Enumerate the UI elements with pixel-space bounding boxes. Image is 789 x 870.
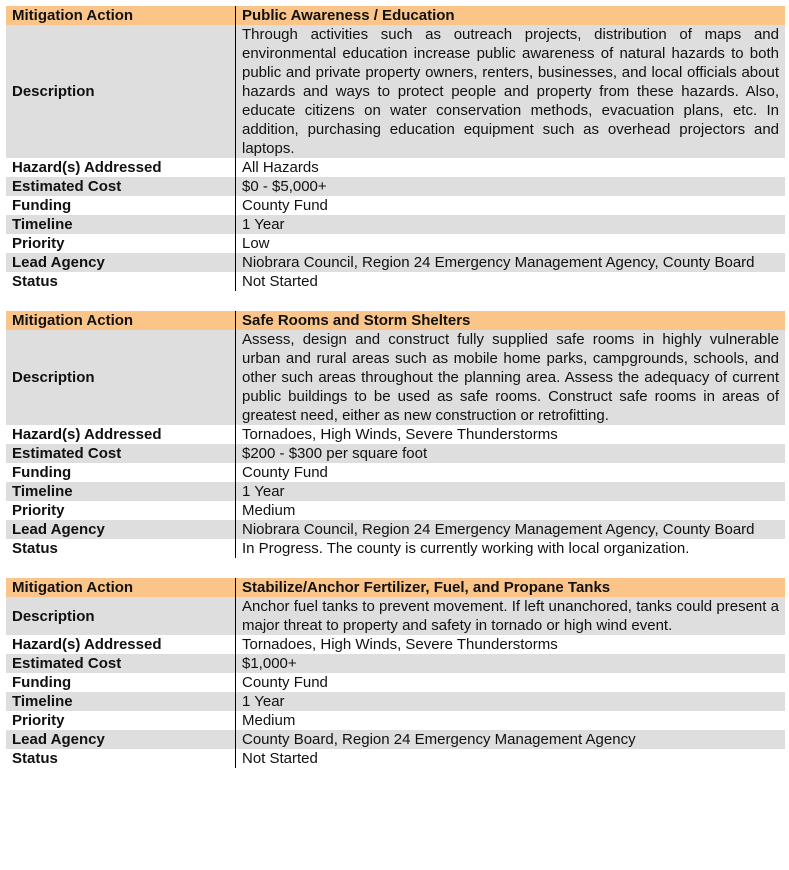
funding-row bbox=[6, 673, 785, 692]
action-header-row bbox=[6, 311, 785, 330]
status-row bbox=[6, 272, 785, 291]
header-label: Mitigation Action bbox=[6, 6, 236, 25]
priority-row bbox=[6, 501, 785, 520]
status-row bbox=[6, 749, 785, 768]
row-label: Estimated Cost bbox=[6, 177, 236, 196]
mitigation-action-table bbox=[6, 578, 785, 768]
row-value: County Fund bbox=[236, 673, 786, 692]
description-row bbox=[6, 597, 785, 635]
row-label: Status bbox=[6, 272, 236, 291]
funding-row bbox=[6, 463, 785, 482]
row-value: County Board, Region 24 Emergency Management Agency bbox=[236, 730, 786, 749]
row-value: Anchor fuel tanks to prevent movement. If left unanchored, tanks could present a major threat to property and safety in tornado or high wind event. bbox=[236, 597, 786, 635]
row-value: 1 Year bbox=[236, 215, 786, 234]
description-row bbox=[6, 25, 785, 158]
row-label: Funding bbox=[6, 673, 236, 692]
header-label: Mitigation Action bbox=[6, 311, 236, 330]
row-label: Description bbox=[6, 330, 236, 425]
row-label: Timeline bbox=[6, 482, 236, 501]
row-value: Not Started bbox=[236, 272, 786, 291]
action-header-row bbox=[6, 578, 785, 597]
row-value: $0 - $5,000+ bbox=[236, 177, 786, 196]
row-value: Tornadoes, High Winds, Severe Thunderstorms bbox=[236, 425, 786, 444]
row-label: Timeline bbox=[6, 215, 236, 234]
cost-row bbox=[6, 654, 785, 673]
row-label: Description bbox=[6, 25, 236, 158]
row-value: Tornadoes, High Winds, Severe Thunderstorms bbox=[236, 635, 786, 654]
row-value: Low bbox=[236, 234, 786, 253]
row-label: Priority bbox=[6, 711, 236, 730]
row-value: All Hazards bbox=[236, 158, 786, 177]
row-label: Hazard(s) Addressed bbox=[6, 635, 236, 654]
timeline-row bbox=[6, 692, 785, 711]
action-title: Safe Rooms and Storm Shelters bbox=[236, 311, 786, 330]
row-value: Niobrara Council, Region 24 Emergency Management Agency, County Board bbox=[236, 253, 786, 272]
row-value: Medium bbox=[236, 711, 786, 730]
row-label: Status bbox=[6, 539, 236, 558]
row-label: Lead Agency bbox=[6, 730, 236, 749]
funding-row bbox=[6, 196, 785, 215]
cost-row bbox=[6, 444, 785, 463]
mitigation-action-table bbox=[6, 311, 785, 558]
row-value: In Progress. The county is currently working with local organization. bbox=[236, 539, 786, 558]
action-title: Stabilize/Anchor Fertilizer, Fuel, and Propane Tanks bbox=[236, 578, 786, 597]
row-value: County Fund bbox=[236, 196, 786, 215]
row-label: Description bbox=[6, 597, 236, 635]
row-value: County Fund bbox=[236, 463, 786, 482]
status-row bbox=[6, 539, 785, 558]
row-label: Funding bbox=[6, 196, 236, 215]
priority-row bbox=[6, 711, 785, 730]
row-label: Funding bbox=[6, 463, 236, 482]
row-value: 1 Year bbox=[236, 692, 786, 711]
row-label: Lead Agency bbox=[6, 520, 236, 539]
header-label: Mitigation Action bbox=[6, 578, 236, 597]
priority-row bbox=[6, 234, 785, 253]
hazards-row bbox=[6, 158, 785, 177]
timeline-row bbox=[6, 215, 785, 234]
cost-row bbox=[6, 177, 785, 196]
timeline-row bbox=[6, 482, 785, 501]
table-spacer bbox=[0, 558, 789, 578]
lead-agency-row bbox=[6, 253, 785, 272]
row-label: Priority bbox=[6, 501, 236, 520]
row-value: Through activities such as outreach projects, distribution of maps and environmental education increase public awareness of natural hazards to both public and private property owners, renters, businesses, and local officials about hazards and ways to protect people and property from these hazards. Also, educate citizens on water conservation methods, evacuation plans, etc. In addition, purchasing education equipment such as overhead projectors and laptops. bbox=[236, 25, 786, 158]
row-label: Timeline bbox=[6, 692, 236, 711]
row-label: Priority bbox=[6, 234, 236, 253]
action-title: Public Awareness / Education bbox=[236, 6, 786, 25]
hazards-row bbox=[6, 425, 785, 444]
row-label: Lead Agency bbox=[6, 253, 236, 272]
row-value: Assess, design and construct fully supplied safe rooms in highly vulnerable urban and rural areas such as mobile home parks, campgrounds, schools, and other such areas throughout the planning area. Assess the adequacy of current public buildings to be used as safe rooms. Construct safe rooms in areas of greatest need, either as new construction or retrofitting. bbox=[236, 330, 786, 425]
lead-agency-row bbox=[6, 520, 785, 539]
row-value: Niobrara Council, Region 24 Emergency Management Agency, County Board bbox=[236, 520, 786, 539]
row-value: Medium bbox=[236, 501, 786, 520]
row-value: Not Started bbox=[236, 749, 786, 768]
row-label: Estimated Cost bbox=[6, 654, 236, 673]
row-value: $1,000+ bbox=[236, 654, 786, 673]
row-label: Hazard(s) Addressed bbox=[6, 425, 236, 444]
row-label: Hazard(s) Addressed bbox=[6, 158, 236, 177]
mitigation-action-table bbox=[6, 6, 785, 291]
lead-agency-row bbox=[6, 730, 785, 749]
row-value: 1 Year bbox=[236, 482, 786, 501]
table-spacer bbox=[0, 291, 789, 311]
description-row bbox=[6, 330, 785, 425]
row-label: Estimated Cost bbox=[6, 444, 236, 463]
hazards-row bbox=[6, 635, 785, 654]
row-label: Status bbox=[6, 749, 236, 768]
action-header-row bbox=[6, 6, 785, 25]
row-value: $200 - $300 per square foot bbox=[236, 444, 786, 463]
